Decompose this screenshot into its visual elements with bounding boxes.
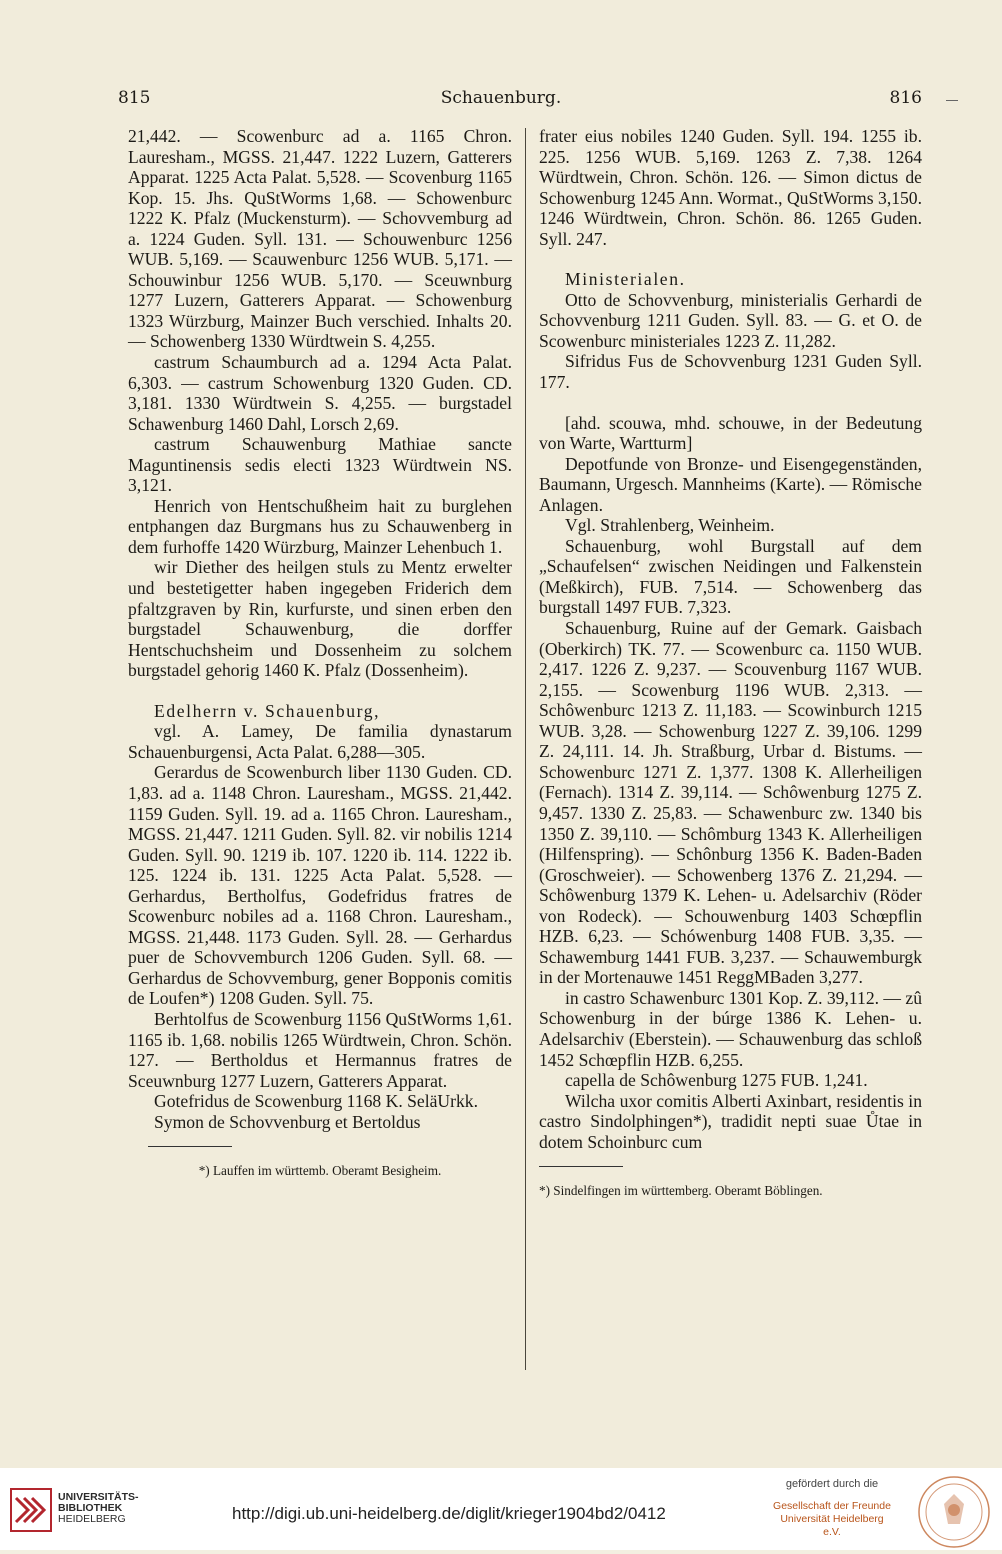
permalink-url[interactable]: http://digi.ub.uni-heidelberg.de/diglit/krieger1904bd2/0412 [232,1504,666,1523]
sponsor-label: gefördert durch die [785,1478,879,1490]
library-name [58,1492,139,1526]
header-dash [946,100,958,101]
right-column [539,126,922,1199]
paragraph: Otto de Schovvenburg, ministerialis Gerhardi de Schovvenburg 1211 Guden. Syll. 83. — G. et O. de Scowenburc ministeriales 1223 Z. 11,282. [539,289,922,351]
entry-schauenburg-gaisbach: Schauenburg, Ruine auf der Gemark. Gaisbach (Oberkirch) TK. 77. — Scowenburc ca. 1150 WUB. 2,417. 1226 Z. 9,237. — Scouvenburg 1167 WUB. 2,155. — Scowenburg 1196 WUB. 2,313. — Schôwenburc 1213 Z. 11,183. — Scowinburch 1215 WUB. 3,28. — Schowenburg 1227 Z. 39,106. 1299 Z. 24,111. 14. Jh. Straßburg, Urbar d. Bistums. — Schowenburc 1271 Z. 1,377. 1308 K. Allerheiligen (Fernach). 1314 Z. 39,114. — Schôwenburg 1275 Z. 9,457. 1330 Z. 25,83. — Schawenburc zw. 1340 bis 1350 Z. 39,110. — Schômburg 1343 K. Allerheiligen (Hilfenspring). — Schônburg 1356 K. Baden-Baden (Groschweier). — Schowenberg 1376 Z. 21,294. — Schôwenburg 1379 K. Lehen- u. Adelsarchiv (Röder von Rodeck). — Schouwenburg 1403 Schœpflin HZB. 6,23. — Schówenburg 1408 FUB. 3,35. — Schawemburg 1441 FUB. 3,237. — Schauwemburgk in der Mortenauwe 1451 ReggMBaden 3,277. [539,618,922,988]
section-heading: Edelherrn v. Schauenburg, [154,700,381,721]
footnote: *) Sindelfingen im württemberg. Oberamt Böblingen. [539,1183,823,1199]
sponsor-line: Universität Heidelberg e.V. [780,1513,884,1538]
library-line: BIBLIOTHEK [58,1502,123,1515]
paragraph: Gotefridus de Scowenburg 1168 K. SeläUrkk. [154,1091,478,1112]
sponsor-name[interactable] [772,1500,892,1539]
paragraph: Wilcha uxor comitis Alberti Axinbart, residentis in castro Sindolphingen*), tradidit nepti suae Ůtae in dotem Schoinburc cum [539,1090,922,1152]
section-heading: Ministerialen. [565,269,686,290]
footnote-rule [539,1166,623,1167]
paragraph: Symon de Schovvenburg et Bertoldus [154,1111,421,1132]
paragraph: wir Diether des heilgen stuls zu Mentz erwelter und bestetigetter haben ingegeben Friderich dem pfaltzgraven by Rin, kurfurste, und sinen erben den burgstadel Schauwenburg, die dorffer Hentschuchsheim und Dossenheim zu solchem burgstadel gehorig 1460 K. Pfalz (Dossenheim). [128,557,512,681]
paragraph: Depotfunde von Bronze- und Eisengegenständen, Baumann, Urgesch. Mannheims (Karte). — Römische Anlagen. [539,453,922,515]
footnote-rule [148,1146,232,1147]
footer-bar [0,1468,1002,1550]
paragraph: frater eius nobiles 1240 Guden. Syll. 194. 1255 ib. 225. 1256 WUB. 5,169. 1263 Z. 7,38. 1264 Würdtwein, Chron. Schön. 126. — Simon dictus de Schowenburg 1245 Ann. Wormat., QuStWorms 3,150. 1246 Würdtwein, Chron. Schön. 86. 1265 Guden. Syll. 247. [539,126,922,249]
paragraph: castrum Schaumburch ad a. 1294 Acta Palat. 6,303. — castrum Schowenburg 1320 Guden. CD. 3,181. 1330 Würdtwein S. 4,255. — burgstadel Schawenburg 1460 Dahl, Lorsch 2,69. [128,352,512,434]
library-line: UNIVERSITÄTS- [58,1491,139,1503]
library-line: HEIDELBERG [58,1513,126,1526]
paragraph: Sifridus Fus de Schovvenburg 1231 Guden Syll. 177. [539,351,922,393]
paragraph: castrum Schauwenburg Mathiae sancte Maguntinensis sedis electi 1323 Würdtwein NS. 3,121. [128,434,512,496]
paragraph: in castro Schawenburc 1301 Kop. Z. 39,112. — zû Schowenburg in der búrge 1386 K. Lehen- u. Adelsarchiv (Eberstein). — Schauwenburg das schloß 1452 Schœpflin HZB. 6,255. [539,987,923,1070]
column-divider [525,128,526,1370]
paragraph: 21,442. — Scowenburc ad a. 1165 Chron. Lauresham., MGSS. 21,447. 1222 Luzern, Gatterers Apparat. 1225 Acta Palat. 5,528. — Scovenburg 1165 Kop. 15. Jhs. QuStWorms 1,68. — Schowenburc 1222 K. Pfalz (Muckensturm). — Schovvemburg ad a. 1224 Guden. Syll. 131. — Schouwenburc 1256 WUB. 5,169. — Scauwenburc 1256 WUB. 5,171. — Schouwinbur 1256 WUB. 5,170. — Sceuwnburg 1277 Luzern, Gatterers Apparat. — Schowenburg 1323 Würzburg, Mainzer Buch verschied. Inhalts 20. — Schowenberg 1330 Würdtwein S. 4,255. [128,126,512,352]
university-seal-icon [916,1474,992,1554]
entry-schauenburg-messkirch: Schauenburg, wohl Burgstall auf dem „Schaufelsen“ zwischen Neidingen und Falkenstein (Meßkirch), FUB. 7,514. — Schowenberg das burgstall 1497 FUB. 7,323. [539,535,922,618]
sponsor-block [772,1478,892,1539]
ub-heidelberg-logo-icon[interactable] [10,1488,52,1536]
left-column [128,126,512,1179]
paragraph: Henrich von Hentschußheim hait zu burglehen entphangen daz Burgmans hus zu Schauwenberg in dem furhoffe 1420 Würzburg, Mainzer Lehenbuch 1. [128,495,512,557]
paragraph: Vgl. Strahlenberg, Weinheim. [565,515,775,536]
paragraph: Berhtolfus de Scowenburg 1156 QuStWorms 1,61. 1165 ib. 1,68. nobilis 1265 Würdtwein, Chron. Schön. 127. — Bertholdus et Hermannus fratres de Sceuwnburg 1277 Luzern, Gatterers Apparat. [128,1008,512,1091]
paragraph: Gerardus de Scowenburch liber 1130 Guden. CD. 1,83. ad a. 1148 Chron. Lauresham., MGSS. 21,442. 1159 Guden. Syll. 19. ad a. 1165 Chron. Lauresham., MGSS. 21,447. 1211 Guden. Syll. 82. vir nobilis 1214 Guden. Syll. 90. 1219 ib. 107. 1220 ib. 114. 1222 ib. 125. 1224 ib. 131. 1225 Acta Palat. 5,528. — Gerhardus, Bertholfus, Godefridus fratres de Scowenburc nobiles ad a. 1168 Chron. Lauresham., MGSS. 21,448. 1173 Guden. Syll. 28. — Gerhardus puer de Schovvemburch 1206 Guden. Syll. 68. — Gerhardus de Schovvemburg, gener Bopponis comitis de Loufen*) 1208 Guden. Syll. 75. [128,762,512,1009]
footnote: *) Lauffen im württemb. Oberamt Besigheim. [198,1163,442,1179]
running-title: Schauenburg. [440,88,562,108]
paragraph: capella de Schôwenburg 1275 FUB. 1,241. [565,1070,868,1091]
page-number-right: 816 [889,88,922,108]
paragraph: [ahd. scouwa, mhd. schouwe, in der Bedeutung von Warte, Wartturm] [539,412,922,454]
sponsor-line: Gesellschaft der Freunde [773,1500,891,1512]
page-number-left: 815 [118,88,151,108]
paragraph: vgl. A. Lamey, De familia dynastarum Schauenburgensi, Acta Palat. 6,288—305. [128,721,512,762]
